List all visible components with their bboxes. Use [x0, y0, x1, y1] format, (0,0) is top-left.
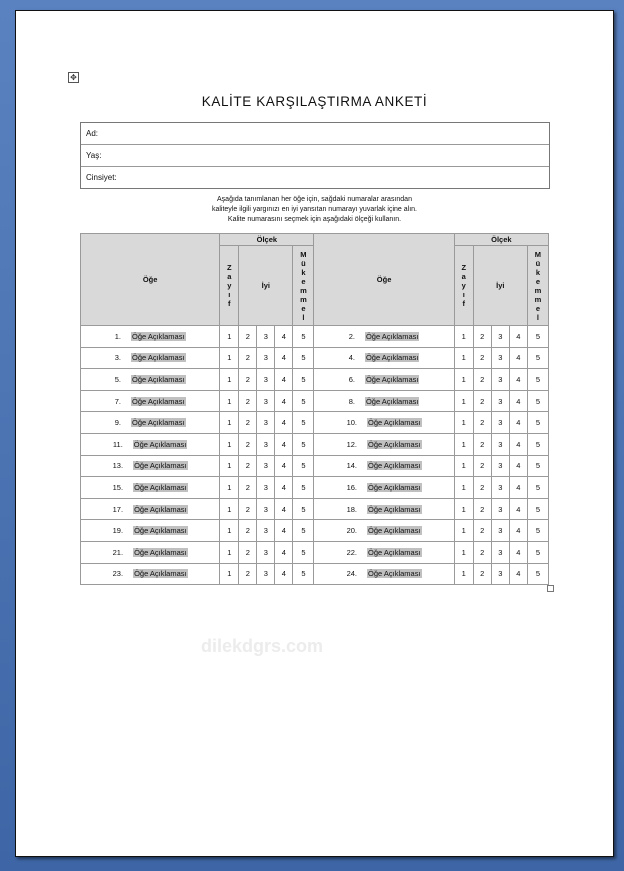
table-row [81, 477, 549, 499]
scale-option[interactable]: 5 [293, 477, 314, 499]
scale-option[interactable]: 2 [473, 455, 491, 477]
item-number: 6. [348, 374, 355, 384]
scale-option[interactable]: 1 [454, 390, 473, 412]
scale-option[interactable]: 5 [293, 412, 314, 434]
item-cell-right [314, 498, 454, 520]
excellent-label-left: M ü k e m m e l [293, 246, 314, 326]
item-cell-left [81, 433, 220, 455]
scale-option[interactable]: 4 [275, 412, 293, 434]
item-description[interactable]: Öğe Açıklaması [132, 353, 185, 363]
scale-option[interactable]: 2 [473, 433, 491, 455]
item-number: 22. [346, 547, 358, 557]
scale-option[interactable]: 5 [527, 477, 548, 499]
scale-option[interactable]: 5 [527, 455, 548, 477]
watermark: dilekdgrs.com [201, 636, 324, 656]
scale-option[interactable]: 3 [491, 347, 509, 369]
scale-option[interactable]: 2 [239, 541, 257, 563]
scale-option[interactable]: 3 [491, 563, 509, 585]
scale-option[interactable]: 5 [527, 433, 548, 455]
item-description[interactable]: Öğe Açıklaması [132, 331, 185, 341]
item-number: 2. [348, 331, 355, 341]
scale-option[interactable]: 2 [239, 455, 257, 477]
scale-option[interactable]: 4 [509, 498, 527, 520]
table-move-handle-icon[interactable]: ✥ [68, 72, 79, 83]
item-number: 20. [346, 526, 358, 536]
scale-option[interactable]: 4 [275, 369, 293, 391]
scale-option[interactable]: 1 [220, 326, 239, 348]
scale-option[interactable]: 1 [454, 541, 473, 563]
scale-option[interactable]: 3 [491, 541, 509, 563]
table-row [81, 369, 549, 391]
item-number: 12. [346, 439, 358, 449]
scale-option[interactable]: 3 [491, 390, 509, 412]
scale-option[interactable]: 3 [257, 390, 275, 412]
item-cell-left [81, 520, 220, 542]
item-header-left: Öğe [81, 234, 220, 326]
scale-option[interactable]: 1 [454, 326, 473, 348]
scale-option[interactable]: 3 [491, 412, 509, 434]
weak-label-right: Z a y ı f [454, 246, 473, 326]
scale-option[interactable]: 1 [454, 455, 473, 477]
scale-option[interactable]: 1 [220, 369, 239, 391]
item-number: 10. [346, 418, 358, 428]
scale-option[interactable]: 3 [257, 455, 275, 477]
item-description[interactable]: Öğe Açıklaması [368, 526, 421, 536]
scale-option[interactable]: 2 [239, 326, 257, 348]
good-label-right: İyi [473, 246, 527, 326]
scale-option[interactable]: 4 [509, 390, 527, 412]
item-description[interactable]: Öğe Açıklaması [365, 374, 419, 384]
item-number: 19. [112, 526, 124, 536]
scale-option[interactable]: 3 [257, 520, 275, 542]
item-number: 18. [346, 504, 358, 514]
scale-option[interactable]: 1 [454, 433, 473, 455]
scale-option[interactable]: 3 [257, 477, 275, 499]
scale-header-left: Ölçek [220, 234, 314, 246]
table-row [81, 563, 549, 585]
item-cell-left [81, 455, 220, 477]
item-number: 8. [348, 396, 355, 406]
scale-option[interactable]: 4 [509, 541, 527, 563]
good-label-left: İyi [239, 246, 293, 326]
scale-option[interactable]: 5 [293, 563, 314, 585]
scale-option[interactable]: 2 [239, 498, 257, 520]
item-number: 16. [346, 482, 358, 492]
document-page [15, 10, 614, 857]
item-description[interactable]: Öğe Açıklaması [365, 396, 419, 406]
item-number: 23. [112, 569, 124, 579]
scale-option[interactable]: 1 [454, 563, 473, 585]
scale-option[interactable]: 3 [257, 326, 275, 348]
item-cell-right [314, 369, 454, 391]
scale-option[interactable]: 2 [473, 520, 491, 542]
excellent-label-right: M ü k e m m e l [527, 246, 548, 326]
scale-option[interactable]: 4 [275, 520, 293, 542]
scale-option[interactable]: 1 [220, 455, 239, 477]
scale-option[interactable]: 3 [257, 369, 275, 391]
scale-option[interactable]: 4 [275, 326, 293, 348]
scale-option[interactable]: 5 [293, 390, 314, 412]
scale-option[interactable]: 2 [473, 477, 491, 499]
item-description[interactable]: Öğe Açıklaması [133, 439, 187, 449]
scale-option[interactable]: 5 [527, 541, 548, 563]
scale-option[interactable]: 4 [509, 455, 527, 477]
scale-option[interactable]: 2 [239, 347, 257, 369]
scale-option[interactable]: 1 [220, 520, 239, 542]
item-cell-left [81, 477, 220, 499]
item-cell-left [81, 326, 220, 348]
table-row [81, 326, 549, 348]
scale-option[interactable]: 5 [293, 369, 314, 391]
scale-option[interactable]: 3 [491, 369, 509, 391]
survey-title: KALİTE KARŞILAŞTIRMA ANKETİ [201, 94, 428, 109]
item-description[interactable]: Öğe Açıklaması [134, 461, 187, 471]
scale-option[interactable]: 4 [275, 541, 293, 563]
item-description[interactable]: Öğe Açıklaması [132, 418, 185, 428]
scale-option[interactable]: 4 [275, 563, 293, 585]
table-row [81, 541, 549, 563]
scale-option[interactable]: 2 [473, 541, 491, 563]
item-number: 15. [112, 482, 124, 492]
scale-option[interactable]: 3 [257, 347, 275, 369]
scale-option[interactable]: 1 [220, 498, 239, 520]
scale-option[interactable]: 2 [473, 390, 491, 412]
scale-option[interactable]: 4 [275, 477, 293, 499]
item-cell-right [314, 477, 454, 499]
item-header-right: Öğe [314, 234, 454, 326]
item-description[interactable]: Öğe Açıklaması [134, 526, 187, 536]
item-number: 14. [346, 461, 358, 471]
scale-option[interactable]: 1 [454, 477, 473, 499]
scale-header-right: Ölçek [454, 234, 548, 246]
item-number: 24. [346, 569, 358, 579]
item-cell-left [81, 412, 220, 434]
scale-option[interactable]: 5 [527, 347, 548, 369]
item-number: 7. [114, 396, 121, 406]
weak-label-left: Z a y ı f [220, 246, 239, 326]
table-row [81, 455, 549, 477]
item-number: 4. [348, 353, 355, 363]
scale-option[interactable]: 3 [257, 412, 275, 434]
scale-option[interactable]: 2 [239, 412, 257, 434]
item-cell-right [314, 390, 454, 412]
scale-option[interactable]: 5 [293, 433, 314, 455]
scale-option[interactable]: 5 [527, 498, 548, 520]
scale-option[interactable]: 2 [473, 326, 491, 348]
gender-field[interactable]: Cinsiyet: [86, 173, 117, 182]
scale-option[interactable]: 5 [527, 326, 548, 348]
table-row [81, 433, 549, 455]
item-cell-left [81, 347, 220, 369]
table-row [81, 390, 549, 412]
scale-option[interactable]: 5 [527, 520, 548, 542]
scale-option[interactable]: 3 [491, 477, 509, 499]
item-cell-right [314, 326, 454, 348]
scale-option[interactable]: 2 [239, 520, 257, 542]
scale-option[interactable]: 3 [491, 326, 509, 348]
scale-option[interactable]: 5 [527, 412, 548, 434]
scale-option[interactable]: 5 [527, 390, 548, 412]
item-number: 13. [112, 461, 124, 471]
scale-option[interactable]: 4 [509, 347, 527, 369]
scale-option[interactable]: 2 [239, 433, 257, 455]
scale-option[interactable]: 4 [509, 563, 527, 585]
scale-option[interactable]: 5 [293, 498, 314, 520]
instructions-text: Aşağıda tanımlanan her öğe için, sağdaki numaralar arasından kaliteyle ilgili yargınızı en iyi yansıtan numarayı yuvarlak içine alın. Kalite numarasını seçmek için aşağıdaki ölçeği kullanın. [211, 196, 418, 223]
scale-option[interactable]: 4 [275, 433, 293, 455]
scale-option[interactable]: 1 [454, 347, 473, 369]
item-description[interactable]: Öğe Açıklaması [368, 504, 421, 514]
scale-option[interactable]: 4 [275, 455, 293, 477]
survey-table [80, 233, 549, 585]
item-number: 3. [114, 353, 121, 363]
item-description[interactable]: Öğe Açıklaması [368, 461, 421, 471]
scale-option[interactable]: 5 [293, 347, 314, 369]
scale-option[interactable]: 2 [239, 390, 257, 412]
scale-option[interactable]: 1 [454, 412, 473, 434]
item-description[interactable]: Öğe Açıklaması [365, 331, 419, 341]
scale-option[interactable]: 5 [293, 541, 314, 563]
scale-option[interactable]: 4 [275, 347, 293, 369]
scale-option[interactable]: 1 [220, 541, 239, 563]
item-description[interactable]: Öğe Açıklaması [368, 439, 421, 449]
table-row [81, 347, 549, 369]
scale-option[interactable]: 3 [491, 520, 509, 542]
scale-option[interactable]: 3 [491, 455, 509, 477]
item-description[interactable]: Öğe Açıklaması [368, 547, 421, 557]
item-cell-right [314, 541, 454, 563]
scale-option[interactable]: 1 [454, 498, 473, 520]
scale-option[interactable]: 5 [293, 326, 314, 348]
scale-option[interactable]: 4 [275, 390, 293, 412]
table-resize-handle[interactable] [547, 585, 554, 592]
item-cell-left [81, 541, 220, 563]
item-cell-right [314, 563, 454, 585]
item-number: 9. [114, 418, 121, 428]
scale-option[interactable]: 1 [220, 347, 239, 369]
scale-option[interactable]: 1 [454, 520, 473, 542]
scale-option[interactable]: 3 [491, 498, 509, 520]
item-cell-right [314, 412, 454, 434]
item-number: 5. [114, 374, 121, 384]
item-cell-right [314, 433, 454, 455]
scale-option[interactable]: 2 [473, 498, 491, 520]
item-description[interactable]: Öğe Açıklaması [132, 374, 185, 384]
item-number: 11. [112, 439, 123, 449]
table-row [81, 498, 549, 520]
item-description[interactable]: Öğe Açıklaması [134, 569, 187, 579]
scale-option[interactable]: 4 [509, 369, 527, 391]
scale-option[interactable]: 1 [220, 563, 239, 585]
scale-option[interactable]: 4 [509, 326, 527, 348]
item-cell-right [314, 520, 454, 542]
scale-option[interactable]: 4 [509, 433, 527, 455]
scale-option[interactable]: 4 [509, 412, 527, 434]
scale-option[interactable]: 5 [293, 455, 314, 477]
scale-option[interactable]: 1 [220, 390, 239, 412]
item-cell-right [314, 347, 454, 369]
item-number: 17. [112, 504, 124, 514]
scale-option[interactable]: 2 [473, 369, 491, 391]
personal-info-box [80, 122, 550, 189]
scale-option[interactable]: 1 [220, 477, 239, 499]
scale-option[interactable]: 2 [473, 563, 491, 585]
item-description[interactable]: Öğe Açıklaması [368, 482, 421, 492]
item-description[interactable]: Öğe Açıklaması [368, 418, 421, 428]
scale-option[interactable]: 2 [239, 369, 257, 391]
scale-option[interactable]: 2 [473, 412, 491, 434]
scale-option[interactable]: 3 [257, 563, 275, 585]
item-cell-left [81, 390, 220, 412]
scale-option[interactable]: 2 [239, 477, 257, 499]
item-number: 21. [112, 547, 124, 557]
scale-option[interactable]: 2 [473, 347, 491, 369]
item-description[interactable]: Öğe Açıklaması [132, 396, 185, 406]
item-description[interactable]: Öğe Açıklaması [365, 353, 419, 363]
scale-option[interactable]: 3 [257, 433, 275, 455]
age-field[interactable]: Yaş: [81, 145, 549, 167]
scale-option[interactable]: 5 [527, 369, 548, 391]
item-number: 1. [114, 331, 121, 341]
scale-option[interactable]: 4 [509, 520, 527, 542]
scale-option[interactable]: 3 [257, 541, 275, 563]
scale-option[interactable]: 4 [509, 477, 527, 499]
item-description[interactable]: Öğe Açıklaması [134, 504, 187, 514]
item-cell-left [81, 498, 220, 520]
item-description[interactable]: Öğe Açıklaması [134, 482, 187, 492]
item-description[interactable]: Öğe Açıklaması [134, 547, 187, 557]
scale-option[interactable]: 2 [239, 563, 257, 585]
scale-option[interactable]: 5 [293, 520, 314, 542]
item-cell-left [81, 369, 220, 391]
scale-option[interactable]: 5 [527, 563, 548, 585]
scale-option[interactable]: 4 [275, 498, 293, 520]
scale-option[interactable]: 1 [220, 412, 239, 434]
scale-option[interactable]: 3 [257, 498, 275, 520]
item-cell-right [314, 455, 454, 477]
name-field[interactable]: Ad: [81, 123, 549, 145]
table-row [81, 412, 549, 434]
scale-option[interactable]: 1 [220, 433, 239, 455]
table-row [81, 520, 549, 542]
item-description[interactable]: Öğe Açıklaması [368, 569, 421, 579]
item-cell-left [81, 563, 220, 585]
scale-option[interactable]: 3 [491, 433, 509, 455]
scale-option[interactable]: 1 [454, 369, 473, 391]
